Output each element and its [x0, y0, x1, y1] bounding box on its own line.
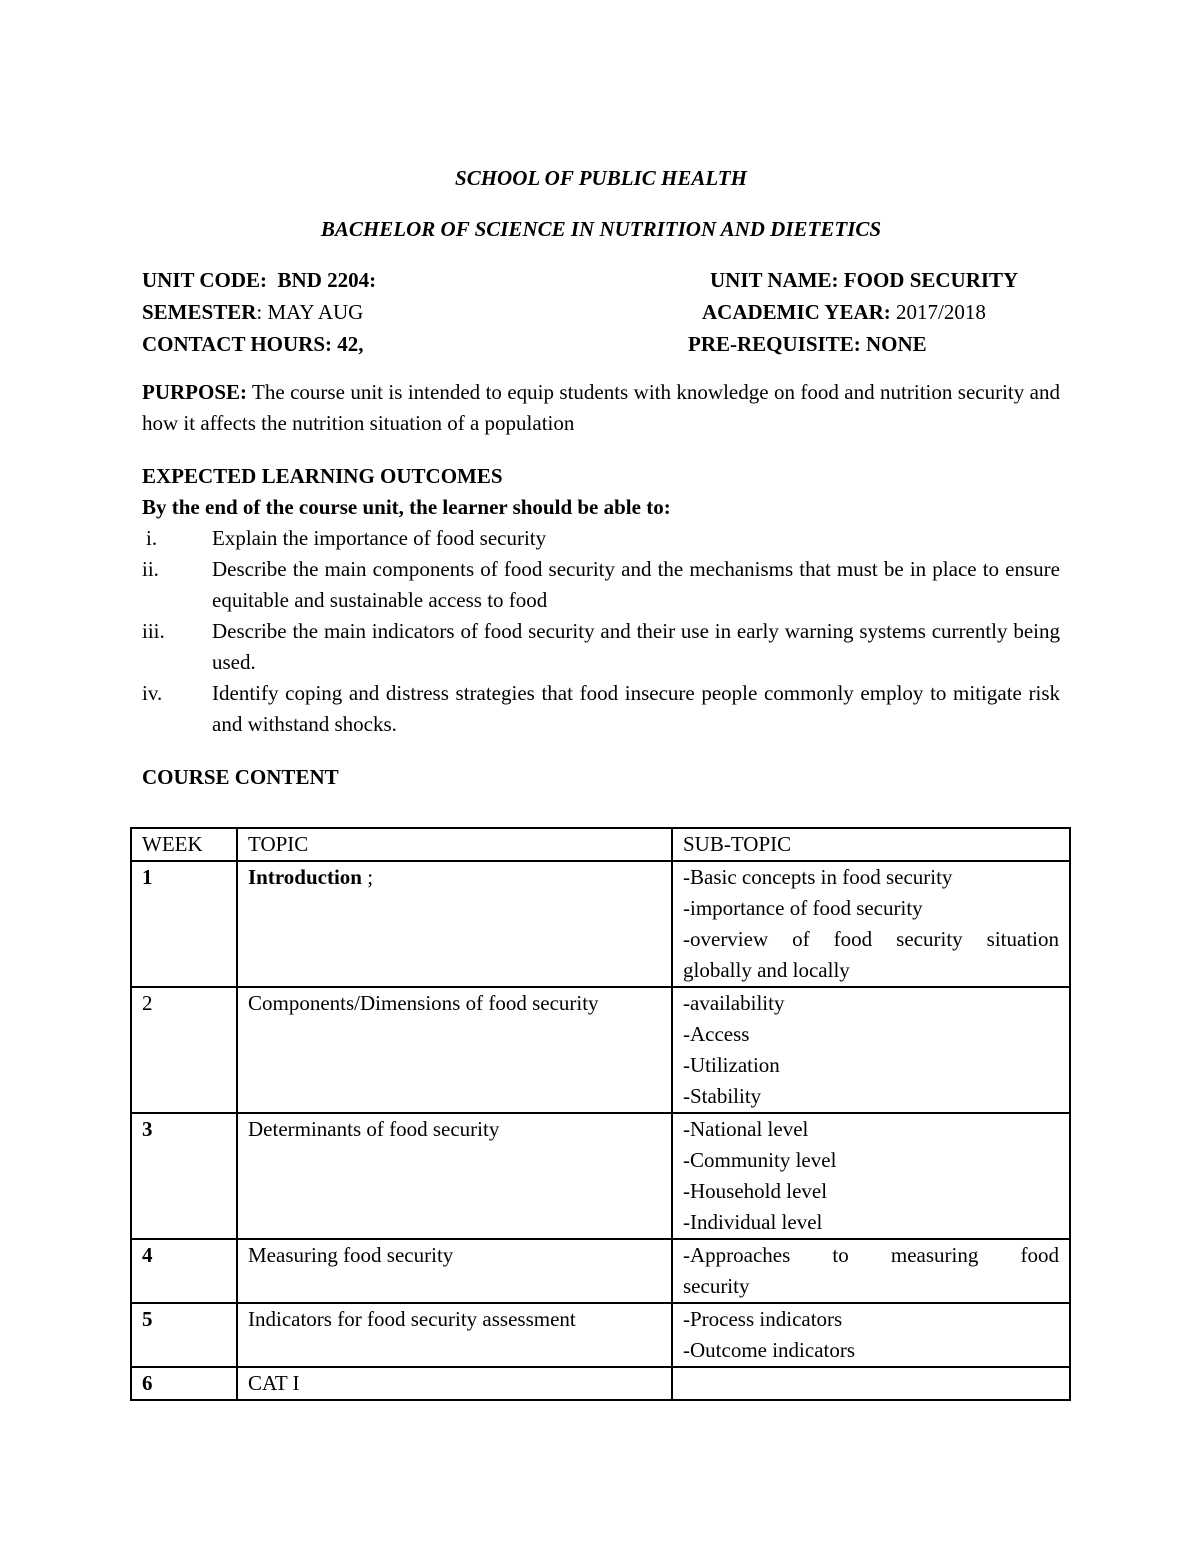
academic-year-label: ACADEMIC YEAR: — [702, 300, 891, 324]
purpose-label: PURPOSE: — [142, 380, 247, 404]
meta-row-2 — [142, 297, 1060, 329]
topic-cell: Indicators for food security assessment — [237, 1303, 672, 1367]
topic-cell: Determinants of food security — [237, 1113, 672, 1239]
topic-cell: Introduction ; — [237, 861, 672, 987]
semester-value: : MAY AUG — [256, 300, 364, 324]
topic-cell: Measuring food security — [237, 1239, 672, 1303]
outcome-item: iv. Identify coping and distress strategies that food insecure people commonly employ to mitigate risk and withstand shocks. — [142, 681, 1060, 736]
purpose-paragraph — [142, 377, 1060, 439]
week-cell: 1 — [131, 861, 237, 987]
col-topic-header: TOPIC — [237, 828, 672, 861]
week-cell: 3 — [131, 1113, 237, 1239]
week-cell: 6 — [131, 1367, 237, 1400]
topic-cell: CAT I — [237, 1367, 672, 1400]
table-row — [131, 861, 1070, 987]
table-row — [131, 1303, 1070, 1367]
contact-hours: CONTACT HOURS: 42, — [142, 332, 364, 356]
course-content-heading: COURSE CONTENT — [142, 765, 339, 789]
purpose-text: The course unit is intended to equip students with knowledge on food and nutrition security and how it affects the nutrition situation of a population — [142, 380, 1060, 435]
table-row — [131, 1367, 1070, 1400]
course-content-table — [130, 827, 1071, 1401]
subtopic-cell: -National level -Community level -Household level -Individual level — [672, 1113, 1070, 1239]
subtopic-cell: -availability -Access -Utilization -Stability — [672, 987, 1070, 1113]
table-header-row — [131, 828, 1070, 861]
week-cell: 5 — [131, 1303, 237, 1367]
school-title: SCHOOL OF PUBLIC HEALTH — [455, 166, 747, 190]
outcome-item: i. Explain the importance of food security — [146, 526, 547, 550]
academic-year-value: 2017/2018 — [890, 300, 986, 324]
semester-label: SEMESTER — [142, 300, 257, 324]
table-row — [131, 987, 1070, 1113]
topic-cell: Components/Dimensions of food security — [237, 987, 672, 1113]
meta-row-3 — [142, 329, 1060, 361]
subtopic-cell: -Approaches to measuring food security — [672, 1239, 1070, 1303]
outcomes-list — [142, 523, 1060, 740]
outcome-item: iii. Describe the main indicators of food security and their use in early warning systems currently being used. — [142, 619, 1060, 674]
unit-code-value: BND 2204: — [277, 268, 377, 292]
week-cell: 2 — [131, 987, 237, 1113]
col-subtopic-header: SUB-TOPIC — [672, 828, 1070, 861]
prerequisite: PRE-REQUISITE: NONE — [688, 332, 927, 356]
table-row — [131, 1113, 1070, 1239]
subtopic-cell: -Basic concepts in food security -importance of food security -overview of food security situation globally and locally — [672, 861, 1070, 987]
table-row — [131, 1239, 1070, 1303]
col-week-header: WEEK — [131, 828, 237, 861]
unit-code-label: UNIT CODE: — [142, 268, 268, 292]
meta-row-1 — [142, 265, 1060, 297]
outcome-item: ii. Describe the main components of food security and the mechanisms that must be in place to ensure equitable and sustainable access to food — [142, 557, 1060, 612]
subtopic-cell: -Process indicators -Outcome indicators — [672, 1303, 1070, 1367]
unit-name: UNIT NAME: FOOD SECURITY — [710, 268, 1019, 292]
program-title: BACHELOR OF SCIENCE IN NUTRITION AND DIETETICS — [320, 217, 882, 241]
outcomes-heading: EXPECTED LEARNING OUTCOMES — [142, 464, 503, 488]
subtopic-cell — [672, 1367, 1070, 1400]
outcomes-intro: By the end of the course unit, the learner should be able to: — [142, 495, 671, 519]
document-page — [142, 163, 1060, 793]
week-cell: 4 — [131, 1239, 237, 1303]
unit-meta — [142, 265, 1060, 361]
